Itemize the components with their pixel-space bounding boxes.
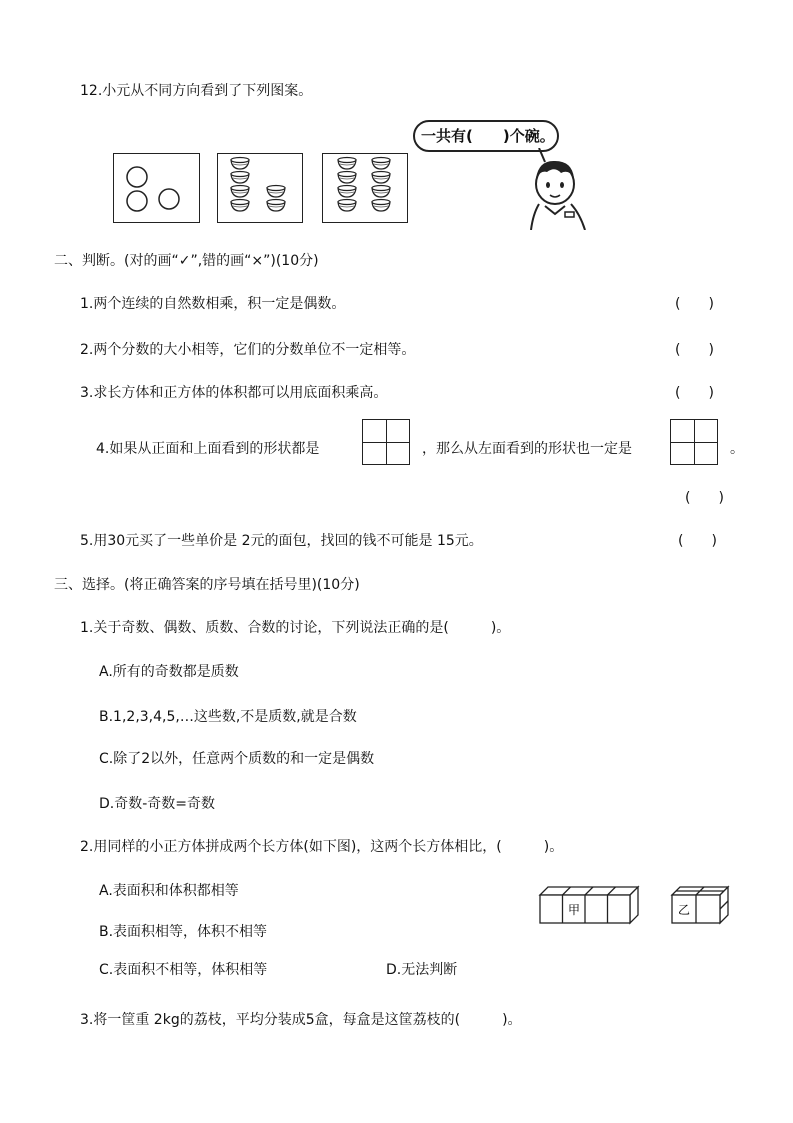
boy-avatar [525,148,595,230]
choice-question-3: 3.将一筐重 2kg的荔枝，平均分装成5盒，每盒是这筐荔枝的( )。 [80,1012,522,1028]
bowl-icon [338,186,356,198]
choice-option-b: B.表面积相等，体积不相等 [99,924,268,940]
section-3-heading: 三、选择。(将正确答案的序号填在括号里)(10分) [54,577,360,593]
bowl-icon [231,158,249,170]
speech-bubble: 一共有( )个碗。 [413,120,559,152]
judge-item-4-part-c: 。 [730,441,744,457]
bowl-icon [231,200,249,212]
choice-option-c: C.除了2以外，任意两个质数的和一定是偶数 [99,751,375,767]
bowl-icon [231,172,249,184]
view-side-bowls [217,153,303,223]
cuboid-jia-figure [536,882,641,927]
answer-paren-5[interactable]: ( ) [678,533,717,549]
bowl-stacks-figure [218,154,301,221]
view-top-bowls [322,153,408,223]
judge-item-4-part-b: ，那么从左面看到的形状也一定是 [422,441,632,457]
bowl-icon [338,158,356,170]
choice-option-d: D.奇数-奇数=奇数 [99,796,216,812]
label-jia: 甲 [567,903,581,917]
circles-figure [114,154,198,221]
answer-paren-3[interactable]: ( ) [675,385,714,401]
judge-item-2: 2.两个分数的大小相等，它们的分数单位不一定相等。 [80,342,416,358]
grid-shape-icon [362,419,410,465]
choice-option-a: A.所有的奇数都是质数 [99,664,239,680]
choice-question-2: 2.用同样的小正方体拼成两个长方体(如下图)，这两个长方体相比，( )。 [80,839,564,855]
choice-option-d: D.无法判断 [386,962,458,978]
bowl-icon [267,186,285,198]
view-front-circles [113,153,200,223]
answer-paren-2[interactable]: ( ) [675,342,714,358]
judge-item-5: 5.用30元买了一些单价是 2元的面包，找回的钱不可能是 15元。 [80,533,483,549]
label-yi: 乙 [677,903,691,917]
choice-option-c: C.表面积不相等，体积相等 [99,962,268,978]
bowl-icon [372,200,390,212]
judge-item-3: 3.求长方体和正方体的体积都可以用底面积乘高。 [80,385,388,401]
cuboid-yi-figure [668,882,740,927]
section-2-heading: 二、判断。(对的画“✓”,错的画“×”)(10分) [54,253,319,269]
bowl-icon [267,200,285,212]
bowl-icon [338,200,356,212]
answer-paren-1[interactable]: ( ) [675,296,714,312]
judge-item-1: 1.两个连续的自然数相乘，积一定是偶数。 [80,296,346,312]
grid-shape-icon [670,419,718,465]
bowl-icon [338,172,356,184]
choice-option-a: A.表面积和体积都相等 [99,883,239,899]
bowl-stacks-figure [323,154,406,221]
question-12-text: 12.小元从不同方向看到了下列图案。 [80,83,313,99]
judge-item-4-part-a: 4.如果从正面和上面看到的形状都是 [96,441,320,457]
answer-paren-4[interactable]: ( ) [685,490,724,506]
bowl-icon [372,158,390,170]
bowl-icon [372,172,390,184]
bowl-icon [231,186,249,198]
choice-option-b: B.1,2,3,4,5,…这些数,不是质数,就是合数 [99,709,357,725]
bowl-icon [372,186,390,198]
choice-question-1: 1.关于奇数、偶数、质数、合数的讨论，下列说法正确的是( )。 [80,620,511,636]
